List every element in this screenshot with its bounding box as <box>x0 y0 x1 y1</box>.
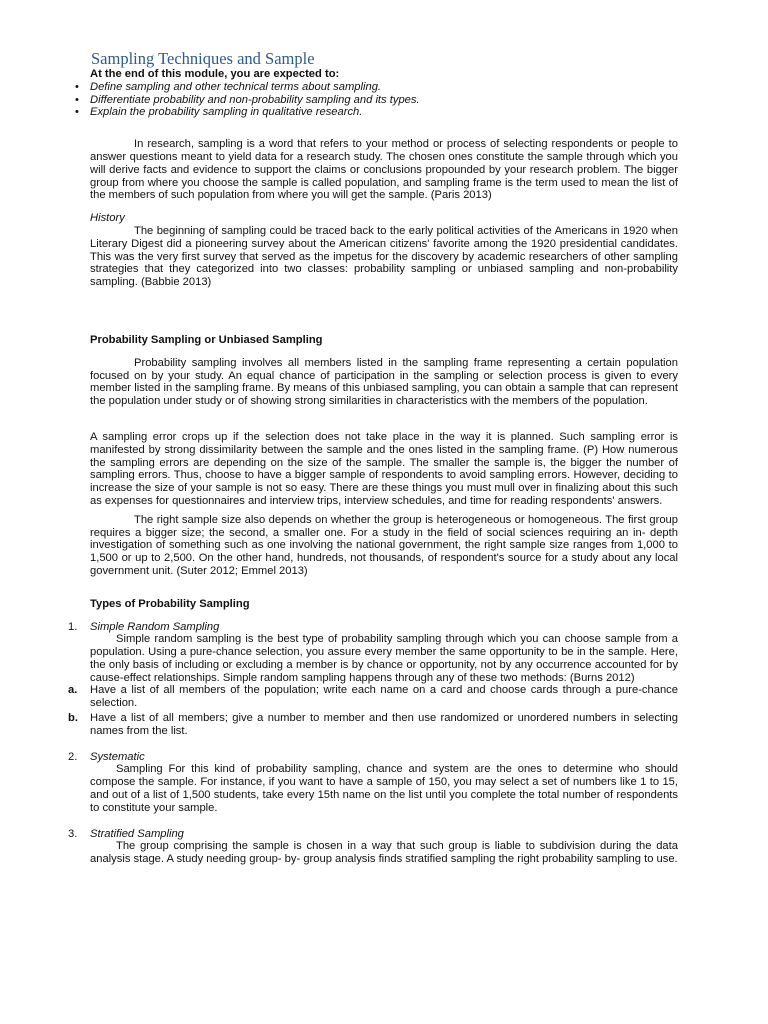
objective-text: Differentiate probability and non-probability sampling and its types. <box>90 93 420 106</box>
objective-item <box>75 93 678 107</box>
probability-paragraph-2: A sampling error crops up if the selection does not take place in the way it is planned. Such sampling error is manifested by strong dissimilarity between the sample and the ones listed in the sampling frame. (P) How numerous the sampling errors are depending on the size of the sample. The smaller the sample is, the bigger the number of sampling errors. Thus, choose to have a bigger sample of respondents to avoid sampling errors. However, deciding to increase the size of your sample is not so easy. There are these things you must mull over in finalizing about this such as expenses for questionnaires and interview trips, interview schedules, and time for reading respondents' answers. <box>90 430 678 507</box>
method-text: Have a list of all members; give a number to member and then use randomized or unordered numbers in selecting names from the list. <box>90 712 678 737</box>
history-heading: History <box>90 212 125 225</box>
type-text: Simple random sampling is the best type of probability sampling through which you can choose sample from a population. Using a pure-chance selection, you assure every member the same opportunity to be in the sample. Here, the only basis of including or excluding a member is by chance or opportunity, not by any occurrence accounted for by cause-effect relationships. Simple random sampling happens through any of these two methods: (Burns 2012) <box>90 633 678 684</box>
document-page <box>68 49 678 866</box>
list-letter: b. <box>68 712 78 725</box>
objective-item <box>75 80 678 94</box>
intro-paragraph: In research, sampling is a word that refers to your method or process of selecting respondents or people to answer questions meant to yield data for a research study. The chosen ones constitute the sample through which you will derive facts and evidence to support the claims or conclusions propounded by your research problem. The bigger group from where you choose the sample is called population, and sampling frame is the term used to mean the list of the members of such population from where you will get the sample. (Paris 2013) <box>90 138 678 202</box>
document-title: Sampling Techniques and Sample <box>91 49 315 68</box>
method-item <box>68 684 678 710</box>
probability-heading: Probability Sampling or Unbiased Sampling <box>90 333 323 346</box>
bullet-icon: • <box>75 106 79 119</box>
list-number: 1. <box>68 620 78 633</box>
type-title: Systematic <box>90 750 145 763</box>
type-item-simple-random <box>68 620 678 738</box>
objective-text: Explain the probability sampling in qualitative research. <box>90 106 363 119</box>
type-item-stratified <box>68 827 678 866</box>
objectives-lead: At the end of this module, you are expected to: <box>90 68 340 80</box>
bullet-icon: • <box>75 93 79 106</box>
type-text: The group comprising the sample is chosen in a way that such group is liable to subdivision during the data analysis stage. A study needing group- by- group analysis finds stratified sampling the right probability sampling to use. <box>90 840 678 866</box>
method-text: Have a list of all members of the population; write each name on a card and choose cards through a pure-chance selection. <box>90 684 678 710</box>
list-number: 2. <box>68 750 78 763</box>
objective-text: Define sampling and other technical terms about sampling. <box>90 80 382 93</box>
types-heading: Types of Probability Sampling <box>90 597 250 610</box>
method-item <box>68 712 678 738</box>
bullet-icon: • <box>75 80 79 93</box>
type-item-systematic <box>68 750 678 815</box>
probability-paragraph-1: Probability sampling involves all members listed in the sampling frame representing a certain population focused on by your study. An equal chance of participation in the sampling or selection process is given to every member listed in the sampling frame. By means of this unbiased sampling, you can obtain a sample that can represent the population under study or of showing strong similarities in characteristics with the members of the population. <box>90 356 678 408</box>
objective-item <box>75 106 678 119</box>
types-list <box>68 620 678 867</box>
objectives-list <box>75 80 678 119</box>
history-paragraph: The beginning of sampling could be traced back to the early political activities of the Americans in 1920 when Literary Digest did a pioneering survey about the American citizens' favorite among the 1920 presidential candidates. This was the very first survey that served as the impetus for the discovery by academic researchers of other sampling strategies that they categorized into two classes: probability sampling or unbiased sampling and non-probability sampling. (Babbie 2013) <box>90 224 678 289</box>
type-title: Simple Random Sampling <box>90 620 220 633</box>
list-letter: a. <box>68 684 78 697</box>
type-text: Sampling For this kind of probability sampling, chance and system are the ones to determine who should compose the sample. For instance, if you want to have a sample of 150, you may select a set of numbers like 1 to 15, and out of a list of 1,500 students, take every 15th name on the list until you complete the total number of respondents to constitute your sample. <box>90 763 678 814</box>
probability-paragraph-3: The right sample size also depends on whether the group is heterogeneous or homogeneous. The first group requires a bigger size; the second, a smaller one. For a study in the field of social sciences requiring an in- depth investigation of something such as one involving the national government, the right sample size ranges from 1,000 to 1,500 or up to 2,500. On the other hand, hundreds, not thousands, of respondent's source for a study about any local government unit. (Suter 2012; Emmel 2013) <box>90 513 678 577</box>
list-number: 3. <box>68 827 78 840</box>
type-title: Stratified Sampling <box>90 827 184 840</box>
